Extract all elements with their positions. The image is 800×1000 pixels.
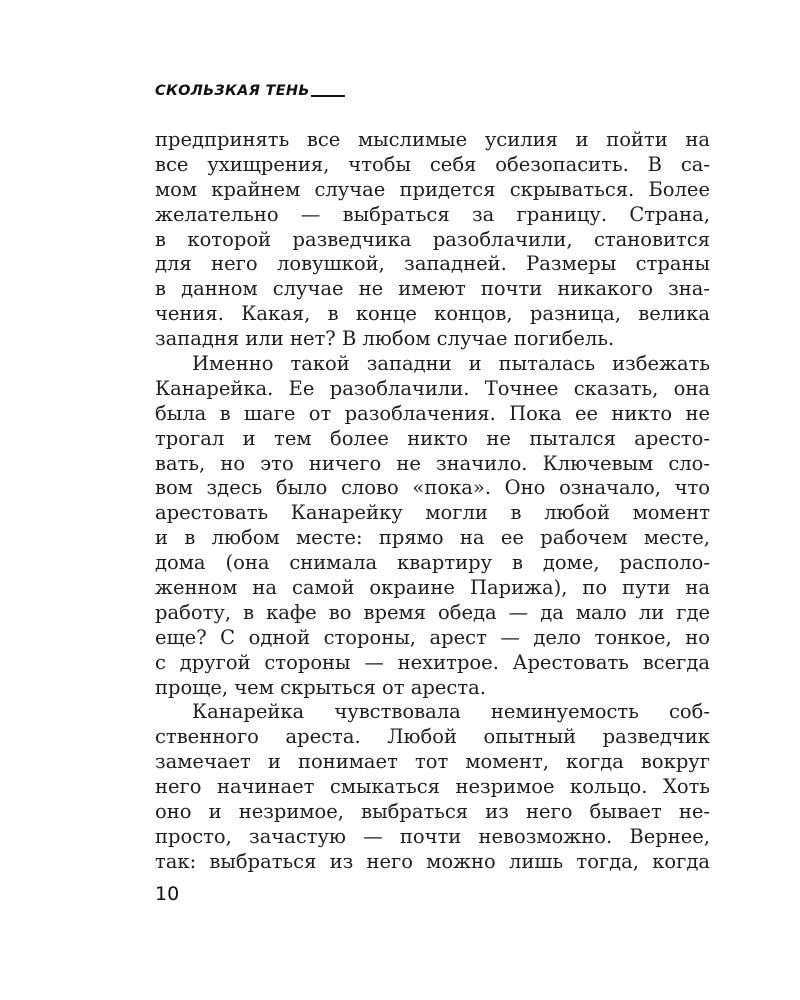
text-line: дома (она снимала квартиру в доме, располо-	[155, 551, 710, 575]
text-line: арестовать Канарейку могли в любой момент	[155, 501, 710, 525]
text-line: в которой разведчика разоблачили, становится	[155, 227, 710, 251]
text-line: западня или нет? В любом случае погибель.	[155, 327, 615, 351]
text-line: в данном случае не имеют почти никакого зна-	[155, 277, 710, 301]
text-line: предпринять все мыслимые усилия и пойти на	[155, 128, 710, 151]
text-line: замечает и понимает тот момент, когда вокруг	[155, 750, 710, 774]
text-line: просто, зачастую — почти невозможно. Вернее,	[155, 824, 710, 848]
text-line: проще, чем скрыться от ареста.	[155, 675, 486, 699]
text-line: оно и незримое, выбраться из него бывает не-	[155, 800, 710, 824]
text-line: желательно — выбраться за границу. Страна,	[155, 202, 710, 226]
paragraph	[155, 700, 710, 874]
text-line: так: выбраться из него можно лишь тогда, когда	[155, 849, 710, 873]
text-line: Канарейка. Ее разоблачили. Точнее сказать, она	[155, 376, 710, 400]
text-line: еще? С одной стороны, арест — дело тонкое, но	[155, 625, 710, 649]
text-line: Именно такой западни и пыталась избежать	[192, 352, 710, 376]
text-line: работу, в кафе во время обеда — да мало ли где	[155, 600, 710, 624]
text-line: для него ловушкой, западней. Размеры страны	[155, 252, 710, 276]
text-line: женном на самой окраине Парижа), по пути на	[155, 576, 710, 600]
body-text	[155, 128, 710, 875]
text-line: вать, но это ничего не значило. Ключевым сло-	[155, 451, 710, 475]
paragraph	[155, 128, 710, 352]
text-line: с другой стороны — нехитрое. Арестовать всегда	[155, 650, 710, 674]
running-head	[155, 80, 345, 100]
text-line: ственного ареста. Любой опытный разведчик	[155, 725, 710, 749]
text-line: и в любом месте: прямо на ее рабочем месте,	[155, 526, 710, 550]
text-line: трогал и тем более никто не пытался аресто-	[155, 426, 710, 450]
running-head-rule	[311, 95, 345, 97]
text-line: все ухищрения, чтобы себя обезопасить. В са-	[155, 152, 710, 176]
text-line: него начинает смыкаться незримое кольцо. Хоть	[155, 775, 710, 799]
text-line: Канарейка чувствовала неминуемость соб-	[192, 700, 710, 724]
page-number: 10	[155, 883, 180, 905]
text-line: чения. Какая, в конце концов, разница, велика	[155, 302, 710, 326]
text-line: вом здесь было слово «пока». Оно означало, что	[155, 476, 710, 500]
paragraph	[155, 352, 710, 700]
running-head-title: СКОЛЬЗКАЯ ТЕНЬ	[155, 83, 310, 99]
text-line: мом крайнем случае придется скрываться. Более	[155, 177, 710, 201]
text-line: была в шаге от разоблачения. Пока ее никто не	[155, 401, 710, 425]
